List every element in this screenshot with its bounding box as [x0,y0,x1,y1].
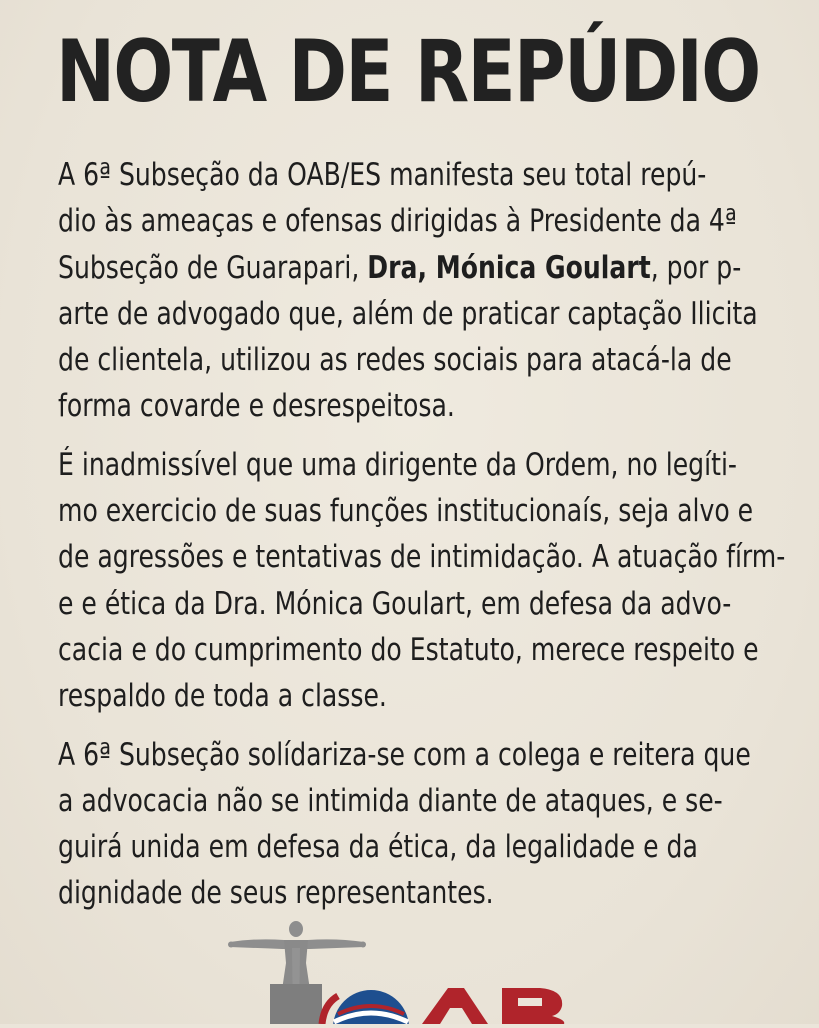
text-line: e e ética da Dra. Mónica Goulart, em defesa da advo- [58,585,732,622]
text-line: a advocacia não se intimida diante de ataques, e se- [58,782,723,819]
text-line: forma covarde e desrespeitosa. [58,388,455,425]
text-line: A 6ª Subseção da OAB/ES manifesta seu total repú- [58,157,707,193]
statement-body [58,152,786,917]
text-line: guirá unida em defesa da ética, da legalidade e da [58,829,698,866]
text-line: mo exercicio de suas funções institucionaís, seja alvo e [58,493,754,530]
text-line: dio às ameaças e ofensas dirigidas à Presidente da 4ª [58,203,737,240]
oab-logo [226,918,586,1024]
text-segment: , por p- [650,249,742,286]
text-line [58,245,771,291]
text-line: É inadmissível que uma dirigente da Ordem, no legíti- [58,446,737,483]
paragraph-spacer [58,720,771,732]
christ-redeemer-icon [226,918,586,1024]
text-line: A 6ª Subseção solídariza-se com a colega e reitera que [58,736,751,773]
paragraph-2 [58,442,786,720]
paragraph-3 [58,732,771,917]
text-line: arte de advogado que, além de praticar captação Ilicita [58,295,758,332]
text-line: de agressões e tentativas de intimidação. A atuação fírm- [58,539,786,576]
president-name: Dra, Mónica Goulart [367,249,651,286]
text-line: respaldo de toda a classe. [58,678,387,715]
text-line: cacia e do cumprimento do Estatuto, merece respeito e [58,631,759,668]
text-line: de clientela, utilizou as redes sociais para atacá-la de [58,342,732,379]
text-segment: Subseção de Guarapari, [58,249,368,286]
page-title: NOTA DE REPÚDIO [56,22,760,122]
paragraph-spacer [58,430,771,442]
paragraph-1 [58,152,771,430]
text-line: dignidade de seus representantes. [58,875,494,912]
